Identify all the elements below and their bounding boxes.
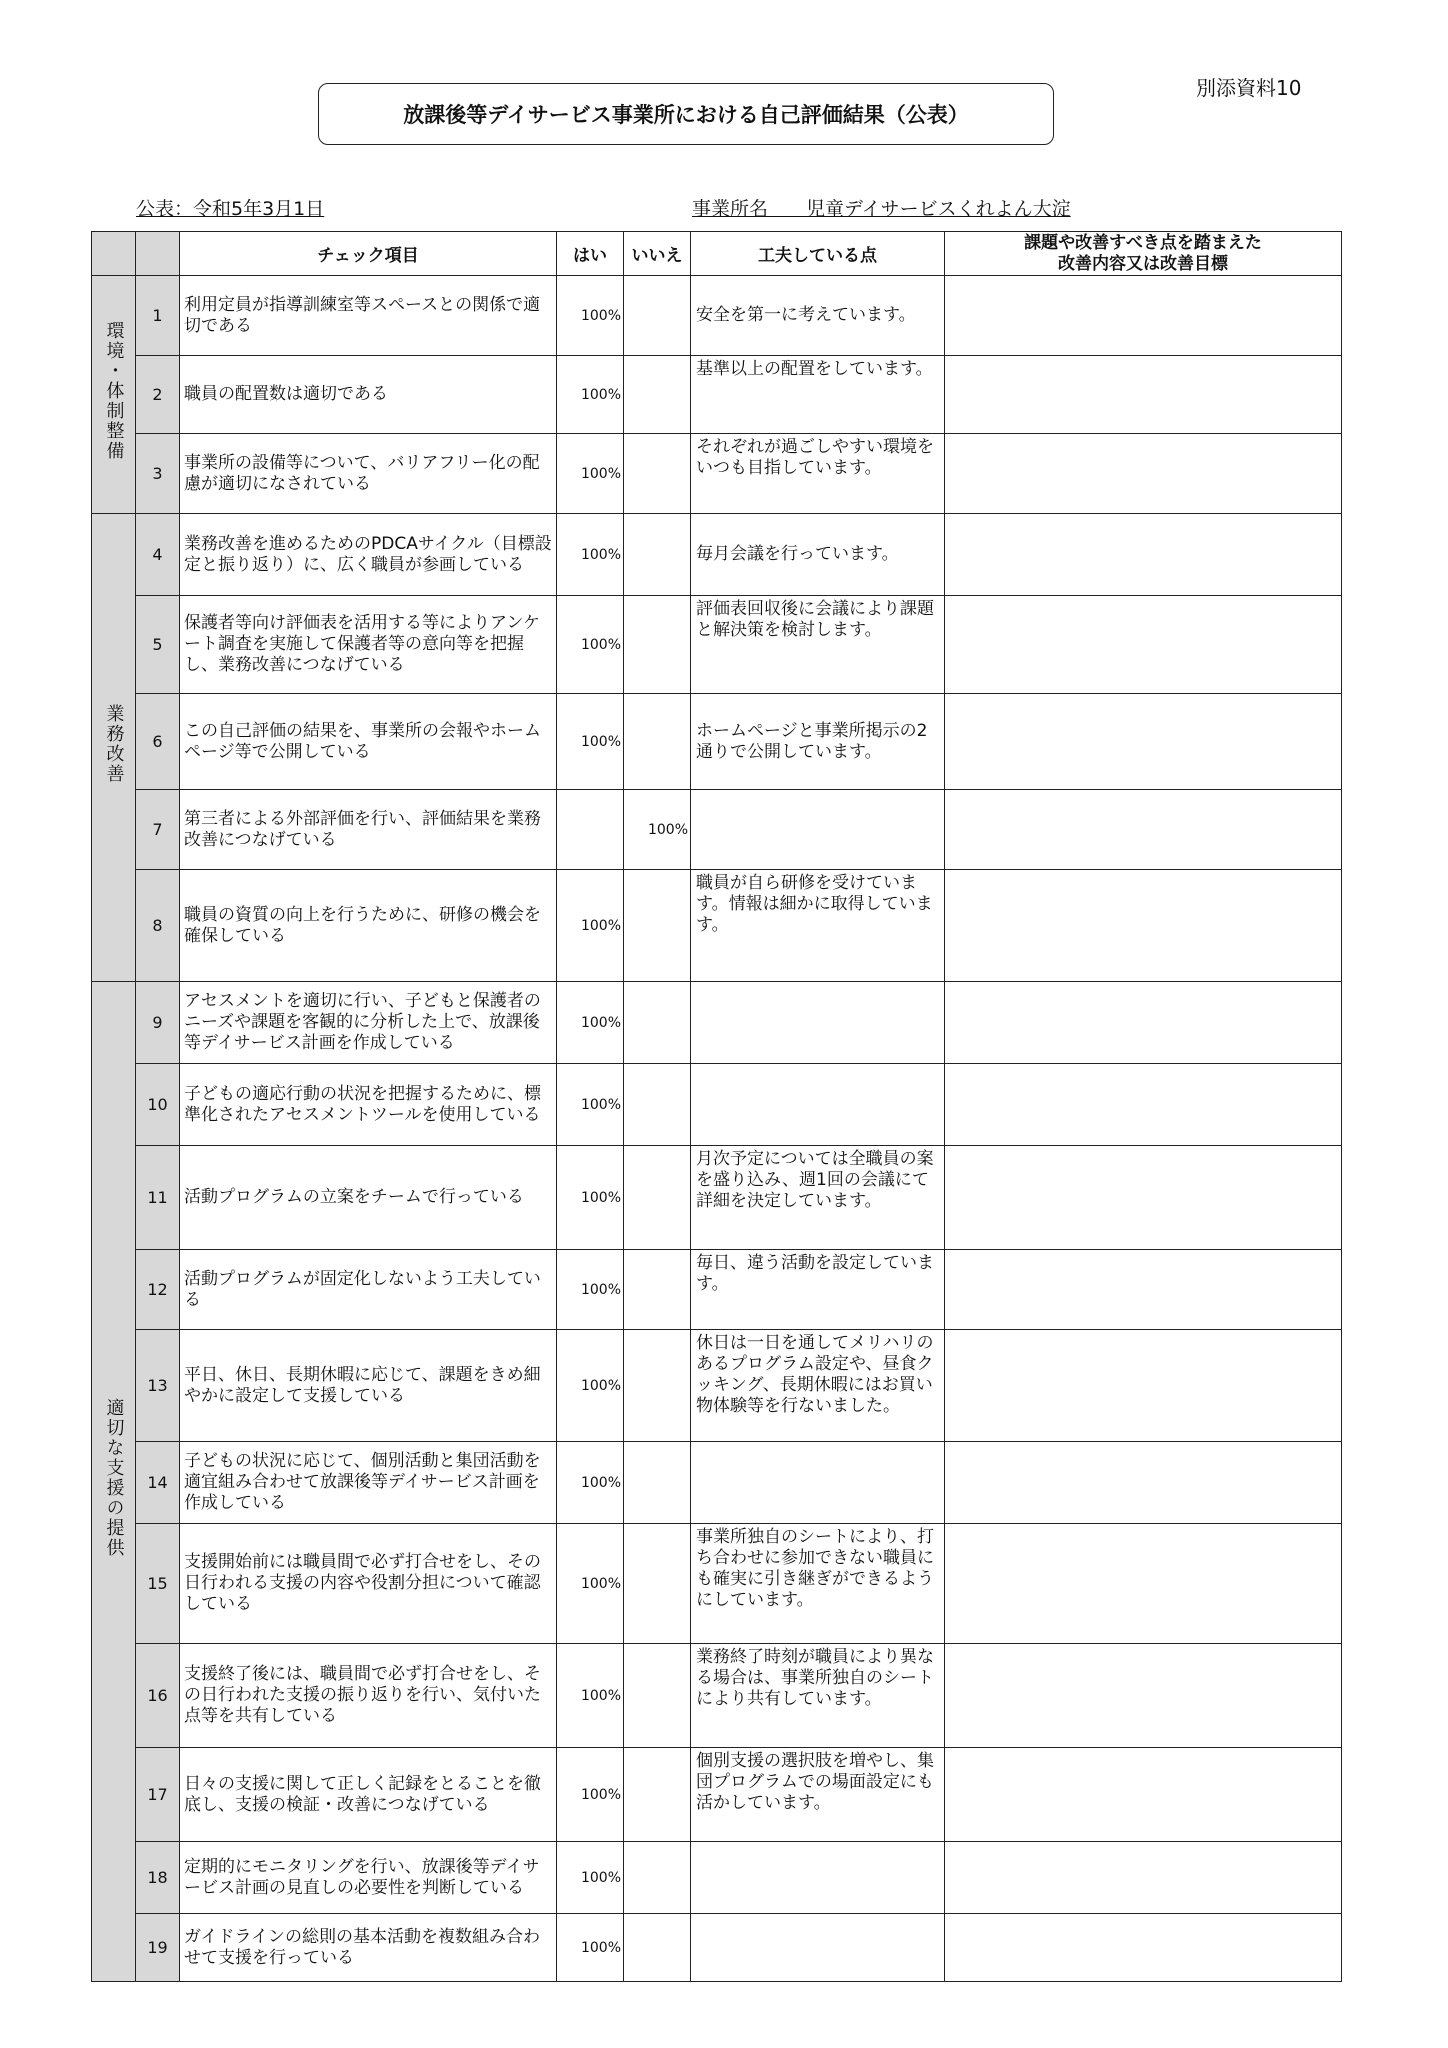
table-row — [92, 1064, 1342, 1146]
header-row — [92, 232, 1342, 276]
yes-percentage: 100% — [557, 1524, 624, 1644]
yes-percentage: 100% — [557, 276, 624, 356]
no-percentage — [624, 1250, 691, 1330]
no-percentage — [624, 514, 691, 596]
check-item: 子どもの適応行動の状況を把握するために、標準化されたアセスメントツールを使用している — [180, 1064, 557, 1146]
yes-percentage: 100% — [557, 596, 624, 694]
table-row — [92, 982, 1342, 1064]
item-number: 5 — [136, 596, 180, 694]
improvement-note — [945, 1064, 1342, 1146]
header-check-item: チェック項目 — [180, 232, 557, 276]
effort-note: 安全を第一に考えています。 — [691, 276, 945, 356]
table-row — [92, 1330, 1342, 1442]
improvement-note — [945, 1442, 1342, 1524]
effort-note — [691, 790, 945, 870]
yes-percentage: 100% — [557, 514, 624, 596]
office-name: 事業所名 児童デイサービスくれよん大淀 — [692, 198, 1071, 220]
item-number: 4 — [136, 514, 180, 596]
check-item: 利用定員が指導訓練室等スペースとの関係で適切である — [180, 276, 557, 356]
item-number: 9 — [136, 982, 180, 1064]
header-improvement-line1: 課題や改善すべき点を踏まえた — [1024, 233, 1262, 254]
table-row — [92, 1914, 1342, 1982]
yes-percentage: 100% — [557, 1064, 624, 1146]
improvement-note — [945, 1146, 1342, 1250]
effort-note: 事業所独自のシートにより、打ち合わせに参加できない職員にも確実に引き継ぎができるようにしています。 — [691, 1524, 945, 1644]
item-number: 8 — [136, 870, 180, 982]
improvement-note — [945, 276, 1342, 356]
no-percentage — [624, 870, 691, 982]
improvement-note — [945, 514, 1342, 596]
effort-note — [691, 1914, 945, 1982]
effort-note: 月次予定については全職員の案を盛り込み、週1回の会議にて詳細を決定しています。 — [691, 1146, 945, 1250]
category-cell — [92, 276, 136, 514]
category-cell — [92, 982, 136, 1982]
item-number: 12 — [136, 1250, 180, 1330]
yes-percentage: 100% — [557, 694, 624, 790]
yes-percentage: 100% — [557, 1442, 624, 1524]
no-percentage — [624, 1330, 691, 1442]
category-label: 適切な支援の提供 — [103, 1397, 125, 1558]
improvement-note — [945, 1250, 1342, 1330]
item-number: 18 — [136, 1842, 180, 1914]
effort-note — [691, 1064, 945, 1146]
yes-percentage: 100% — [557, 1748, 624, 1842]
check-item: この自己評価の結果を、事業所の会報やホームページ等で公開している — [180, 694, 557, 790]
no-percentage — [624, 356, 691, 434]
no-percentage — [624, 1644, 691, 1748]
header-no: いいえ — [624, 232, 691, 276]
no-percentage — [624, 596, 691, 694]
item-number: 2 — [136, 356, 180, 434]
table-row — [92, 276, 1342, 356]
yes-percentage: 100% — [557, 1644, 624, 1748]
no-percentage — [624, 1842, 691, 1914]
check-item: 保護者等向け評価表を活用する等によりアンケート調査を実施して保護者等の意向等を把握し、業務改善につなげている — [180, 596, 557, 694]
improvement-note — [945, 1644, 1342, 1748]
yes-percentage: 100% — [557, 1842, 624, 1914]
check-item: 子どもの状況に応じて、個別活動と集団活動を適宜組み合わせて放課後等デイサービス計画を作成している — [180, 1442, 557, 1524]
yes-percentage: 100% — [557, 1330, 624, 1442]
no-percentage — [624, 1748, 691, 1842]
attachment-label: 別添資料10 — [1196, 76, 1302, 100]
table-row — [92, 514, 1342, 596]
header-effort: 工夫している点 — [691, 232, 945, 276]
item-number: 15 — [136, 1524, 180, 1644]
improvement-note — [945, 790, 1342, 870]
no-percentage — [624, 694, 691, 790]
item-number: 10 — [136, 1064, 180, 1146]
yes-percentage: 100% — [557, 1914, 624, 1982]
improvement-note — [945, 1524, 1342, 1644]
item-number: 19 — [136, 1914, 180, 1982]
item-number: 6 — [136, 694, 180, 790]
improvement-note — [945, 1748, 1342, 1842]
table-row — [92, 596, 1342, 694]
yes-percentage: 100% — [557, 870, 624, 982]
check-item: 定期的にモニタリングを行い、放課後等デイサービス計画の見直しの必要性を判断している — [180, 1842, 557, 1914]
header-category-cell — [92, 232, 136, 276]
yes-percentage: 100% — [557, 982, 624, 1064]
yes-percentage — [557, 790, 624, 870]
check-item: 支援終了後には、職員間で必ず打合せをし、その日行われた支援の振り返りを行い、気付いた点等を共有している — [180, 1644, 557, 1748]
no-percentage — [624, 1524, 691, 1644]
effort-note — [691, 982, 945, 1064]
document-title: 放課後等デイサービス事業所における自己評価結果（公表） — [318, 83, 1054, 145]
evaluation-table — [91, 231, 1342, 1982]
check-item: 支援開始前には職員間で必ず打合せをし、その日行われる支援の内容や役割分担について確認している — [180, 1524, 557, 1644]
header-yes: はい — [557, 232, 624, 276]
item-number: 16 — [136, 1644, 180, 1748]
no-percentage — [624, 1064, 691, 1146]
no-percentage: 100% — [624, 790, 691, 870]
improvement-note — [945, 1842, 1342, 1914]
check-item: 職員の資質の向上を行うために、研修の機会を確保している — [180, 870, 557, 982]
check-item: 活動プログラムの立案をチームで行っている — [180, 1146, 557, 1250]
check-item: 業務改善を進めるためのPDCAサイクル（目標設定と振り返り）に、広く職員が参画している — [180, 514, 557, 596]
table-row — [92, 694, 1342, 790]
table-row — [92, 1524, 1342, 1644]
improvement-note — [945, 982, 1342, 1064]
no-percentage — [624, 1914, 691, 1982]
improvement-note — [945, 870, 1342, 982]
effort-note — [691, 1442, 945, 1524]
table-row — [92, 1250, 1342, 1330]
table-row — [92, 1442, 1342, 1524]
table-row — [92, 1748, 1342, 1842]
publication-date: 公表：令和5年3月1日 — [136, 198, 325, 220]
effort-note: 職員が自ら研修を受けています。情報は細かに取得しています。 — [691, 870, 945, 982]
category-label: 環境・体制整備 — [103, 320, 125, 461]
category-label: 業務改善 — [103, 703, 125, 784]
item-number: 3 — [136, 434, 180, 514]
effort-note: ホームページと事業所掲示の2通りで公開しています。 — [691, 694, 945, 790]
check-item: 活動プログラムが固定化しないよう工夫している — [180, 1250, 557, 1330]
table-row — [92, 1146, 1342, 1250]
improvement-note — [945, 434, 1342, 514]
table-row — [92, 356, 1342, 434]
table-body — [92, 276, 1342, 1982]
effort-note — [691, 1842, 945, 1914]
item-number: 1 — [136, 276, 180, 356]
table-row — [92, 434, 1342, 514]
improvement-note — [945, 1914, 1342, 1982]
yes-percentage: 100% — [557, 1250, 624, 1330]
effort-note: それぞれが過ごしやすい環境をいつも目指しています。 — [691, 434, 945, 514]
table-row — [92, 1842, 1342, 1914]
effort-note: 毎月会議を行っています。 — [691, 514, 945, 596]
no-percentage — [624, 982, 691, 1064]
effort-note: 基準以上の配置をしています。 — [691, 356, 945, 434]
table-row — [92, 790, 1342, 870]
no-percentage — [624, 434, 691, 514]
effort-note: 評価表回収後に会議により課題と解決策を検討します。 — [691, 596, 945, 694]
item-number: 7 — [136, 790, 180, 870]
header-number-cell — [136, 232, 180, 276]
no-percentage — [624, 1442, 691, 1524]
check-item: 第三者による外部評価を行い、評価結果を業務改善につなげている — [180, 790, 557, 870]
improvement-note — [945, 1330, 1342, 1442]
item-number: 14 — [136, 1442, 180, 1524]
yes-percentage: 100% — [557, 434, 624, 514]
header-improvement-line2: 改善内容又は改善目標 — [1058, 253, 1228, 274]
check-item: ガイドラインの総則の基本活動を複数組み合わせて支援を行っている — [180, 1914, 557, 1982]
effort-note: 毎日、違う活動を設定しています。 — [691, 1250, 945, 1330]
item-number: 17 — [136, 1748, 180, 1842]
no-percentage — [624, 276, 691, 356]
effort-note: 業務終了時刻が職員により異なる場合は、事業所独自のシートにより共有しています。 — [691, 1644, 945, 1748]
improvement-note — [945, 596, 1342, 694]
item-number: 11 — [136, 1146, 180, 1250]
improvement-note — [945, 356, 1342, 434]
check-item: 職員の配置数は適切である — [180, 356, 557, 434]
yes-percentage: 100% — [557, 1146, 624, 1250]
item-number: 13 — [136, 1330, 180, 1442]
yes-percentage: 100% — [557, 356, 624, 434]
no-percentage — [624, 1146, 691, 1250]
improvement-note — [945, 694, 1342, 790]
category-cell — [92, 514, 136, 982]
table-row — [92, 1644, 1342, 1748]
check-item: アセスメントを適切に行い、子どもと保護者のニーズや課題を客観的に分析した上で、放課後等デイサービス計画を作成している — [180, 982, 557, 1064]
table-row — [92, 870, 1342, 982]
effort-note: 休日は一日を通してメリハリのあるプログラム設定や、昼食クッキング、長期休暇にはお買い物体験等を行ないました。 — [691, 1330, 945, 1442]
check-item: 日々の支援に関して正しく記録をとることを徹底し、支援の検証・改善につなげている — [180, 1748, 557, 1842]
effort-note: 個別支援の選択肢を増やし、集団プログラムでの場面設定にも活かしています。 — [691, 1748, 945, 1842]
check-item: 平日、休日、長期休暇に応じて、課題をきめ細やかに設定して支援している — [180, 1330, 557, 1442]
header-improvement — [945, 232, 1342, 276]
check-item: 事業所の設備等について、バリアフリー化の配慮が適切になされている — [180, 434, 557, 514]
